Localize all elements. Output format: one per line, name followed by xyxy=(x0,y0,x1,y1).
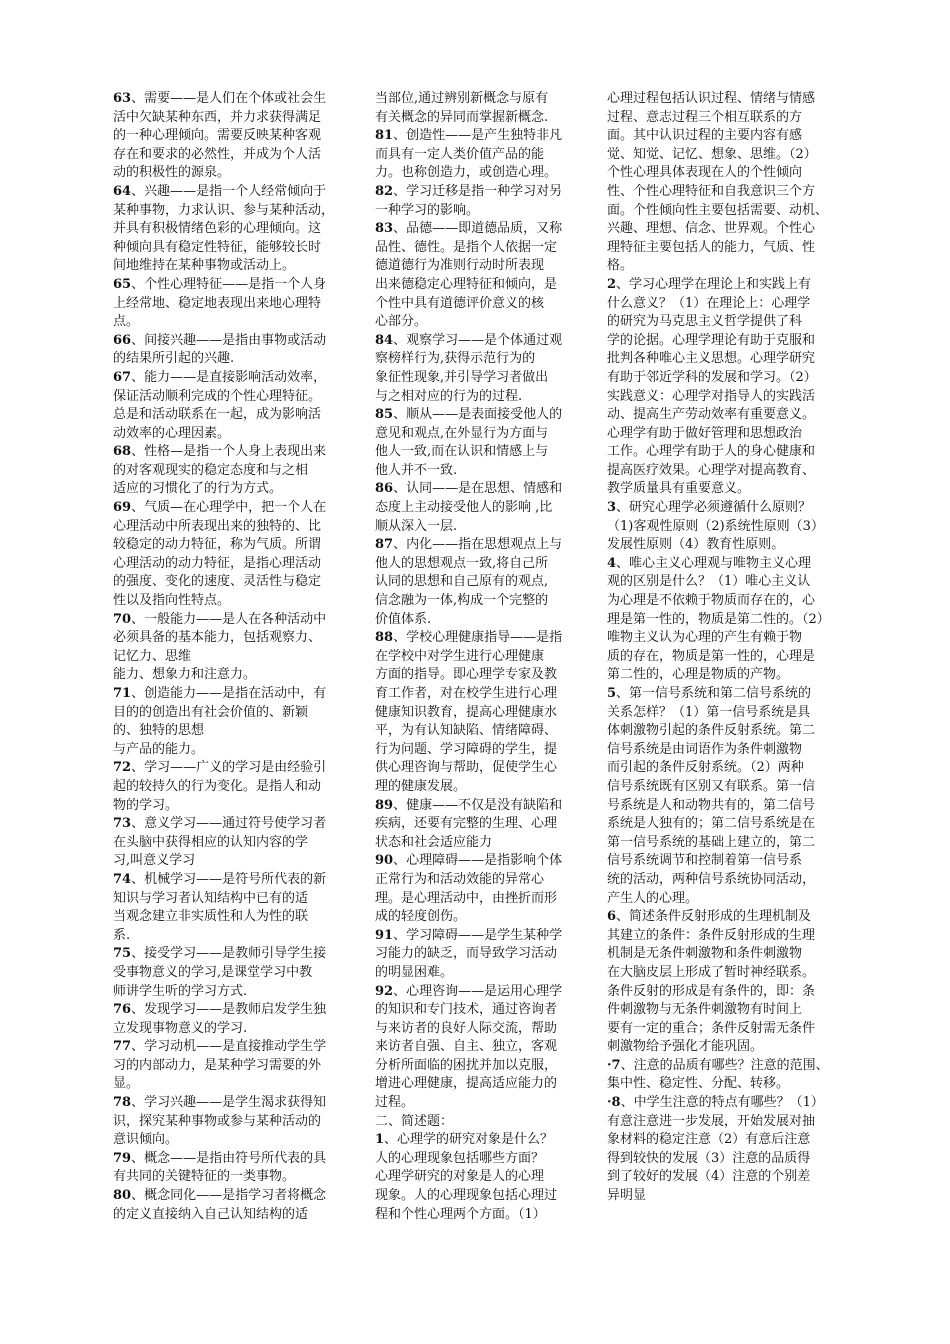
definition-number: 77 xyxy=(113,1039,132,1055)
definition-text: 、健康——不仅是没有缺陷和 疾病，还要有完整的生理、心理 状态和社会适应能力 xyxy=(375,797,563,850)
definition-text: 、创造性——是产生独特非凡 而具有一定人类价值产品的能 力。也称创造力，或创造心理。 xyxy=(375,128,563,181)
definition-item xyxy=(375,536,581,629)
definition-item xyxy=(113,499,345,611)
definition-text: 、接受学习——是教师引导学生接 受事物意义的学习,是课堂学习中教 师讲学生听的学习方式. xyxy=(113,946,327,999)
definition-item xyxy=(375,127,581,183)
definition-text: 、发现学习——是教师启发学生独 立发现事物意义的学习. xyxy=(113,1002,327,1036)
definition-item xyxy=(113,945,345,1001)
definition-item xyxy=(113,276,345,332)
definition-number: 86 xyxy=(375,481,394,497)
definition-item xyxy=(375,927,581,983)
definition-number: 69 xyxy=(113,500,132,516)
question-number: 3 xyxy=(607,500,617,516)
definition-number: 89 xyxy=(375,797,394,813)
definition-text: 、意义学习——通过符号使学习者 在头脑中获得相应的认知内容的学 习,叫意义学习 xyxy=(113,816,327,869)
definition-item xyxy=(375,332,581,406)
definition-number: 66 xyxy=(113,332,132,348)
definition-number: 67 xyxy=(113,369,132,385)
question-text: 、中学生注意的特点有哪些？（1） 有意注意进一步发展，开始发展对抽 象材料的稳定注意（2）有意后注意 得到较快的发展（3）注意的品质得 到了较好的发展（4）注意的个别差 异明显 xyxy=(607,1095,824,1204)
question-text: 、心理学的研究对象是什么？ 人的心理现象包括哪些方面？ 心理学研究的对象是人的心理 现象。人的心理现象包括心理过 程和个性心理两个方面。（1） xyxy=(375,1132,558,1222)
definition-item xyxy=(113,332,345,369)
definition-text: 、学习动机——是直接推动学生学 习的内部动力，是某种学习需要的外 显。 xyxy=(113,1039,327,1092)
definition-text: 、创造能力——是指在活动中，有 目的的创造出有社会价值的、新颖 的、独特的思想 与产品的能力。 xyxy=(113,686,327,757)
definition-item xyxy=(113,611,345,685)
definition-text: 、机械学习——是符号所代表的新 知识与学习者认知结构中已有的适 当观念建立非实质性和人为性的联 系. xyxy=(113,871,327,943)
definition-number: 78 xyxy=(113,1095,132,1111)
question-text: 、研究心理学必须遵循什么原则？ （1)客观性原则（2)系统性原则（3） 发展性原则（4）教育性原则。 xyxy=(607,500,824,553)
question-item xyxy=(607,685,839,908)
definition-number: 80 xyxy=(113,1188,132,1204)
definition-number: 73 xyxy=(113,816,132,832)
question-item xyxy=(607,499,839,555)
definition-item xyxy=(113,1001,345,1038)
definition-text: 、顺从——是表面接受他人的 意见和观点,在外显行为方面与 他人一致,而在认识和情感上与 他人并不一致. xyxy=(375,407,563,478)
definition-text: 、学习障碍——是学生某种学 习能力的缺乏，而导致学习活动 的明显困难。 xyxy=(375,927,563,980)
question-item xyxy=(607,276,839,499)
definition-number: 65 xyxy=(113,276,132,292)
definition-item xyxy=(113,1038,345,1094)
question-number: 1 xyxy=(375,1132,385,1148)
section-heading: 二、简述题： xyxy=(375,1113,454,1129)
definition-text: 、学习迁移是指一种学习对另 一种学习的影响。 xyxy=(375,183,563,218)
definition-text: 、认同——是在思想、情感和 态度上主动接受他人的影响 ,比 顺从深入一层. xyxy=(375,481,563,534)
definition-text: 、一般能力——是人在各种活动中 必须具备的基本能力，包括观察力、 记忆力、思维 能力、想象力和注意力。 xyxy=(113,611,327,683)
definition-number: 84 xyxy=(375,332,394,348)
definition-text: 、心理障碍——是指影响个体 正常行为和活动效能的异常心 理。是心理活动中，由挫折而形 成的轻度创伤。 xyxy=(375,853,563,925)
definition-number: 75 xyxy=(113,946,132,962)
definition-text: 、能力——是直接影响活动效率， 保证活动顺利完成的个性心理特征。 总是和活动联系在一起，成为影响活 动效率的心理因素。 xyxy=(113,369,327,441)
question-item xyxy=(607,555,839,685)
definition-number: 85 xyxy=(375,407,394,423)
definition-number: 68 xyxy=(113,444,132,460)
definition-item xyxy=(375,220,581,332)
definition-text: 、概念同化——是指学习者将概念 的定义直接纳入自己认知结构的适 xyxy=(113,1188,327,1222)
definition-text: 、品德——即道德品质，又称 品性、德性。是指个人依据一定 德道德行为准则行动时所表现 出来德稳定心理特征和倾向，是 个性中具有道德评价意义的核 心部分。 xyxy=(375,221,563,330)
definition-item xyxy=(113,685,345,759)
definition-number: 83 xyxy=(375,221,394,237)
definition-number: 71 xyxy=(113,686,132,701)
question-text: 、学习心理学在理论上和实践上有 什么意义？（1）在理论上：心理学 的研究为马克思主义哲学提供了科 学的论据。心理学理论有助于克服和 批判各种唯心主义思想。心理学研究 有助于邻近学科的发展和学习。（2） 实践意义：心理学对指导人的实践活 动、提高生产劳动效率有重要意义。 心理学有助于做好管理和思想政治 工作。心理学有助于人的身心健康和 提高医疗效果。心理学对提高教育、 教学质量具有重要意义。 xyxy=(607,276,817,497)
definition-item xyxy=(375,797,581,853)
definition-item xyxy=(113,759,345,815)
definition-number: 63 xyxy=(113,91,132,106)
question-number: 4 xyxy=(607,555,617,571)
definition-item xyxy=(375,852,581,926)
definition-text: 、兴趣——是指一个人经常倾向于 某种事物，力求认识、参与某种活动， 并具有积极情绪色彩的心理倾向。这 种倾向具有稳定性特征，能够较长时 间地维持在某种事物或活动上。 xyxy=(113,183,335,274)
definition-text: 、学校心理健康指导——是指 在学校中对学生进行心理健康 方面的指导。即心理学专家及教 育工作者，对在校学生进行心理 健康知识教育，提高心理健康水 平，为有认知缺陷、情绪障碍、 行为问题、学习障碍的学生，提 供心理咨询与帮助，促使学生心 理的健康发展。 xyxy=(375,630,563,794)
left-column xyxy=(113,90,345,1224)
definition-number: 82 xyxy=(375,183,394,199)
definition-number: 76 xyxy=(113,1002,132,1018)
definition-text: 、间接兴趣——是指由事物或活动 的结果所引起的兴趣. xyxy=(113,332,327,367)
definition-text: 、概念——是指由符号所代表的具 有共同的关键特征的一类事物。 xyxy=(113,1150,327,1185)
definition-text: 、需要——是人们在个体或社会生 活中欠缺某种东西，并力求获得满足 的一种心理倾向。需要反映某种客观 存在和要求的必然性，并成为个人活 动的积极性的源泉。 xyxy=(113,91,327,181)
definition-item xyxy=(113,1187,345,1224)
definition-item xyxy=(375,183,581,220)
definition-number: 87 xyxy=(375,537,394,553)
definition-text: 、学习——广义的学习是由经验引 起的较持久的行为变化。是指人和动 物的学习。 xyxy=(113,760,327,813)
definition-item xyxy=(113,90,345,183)
definition-number: 70 xyxy=(113,611,132,627)
definition-list xyxy=(375,127,581,1112)
definition-number: 74 xyxy=(113,871,132,887)
definition-item xyxy=(375,406,581,480)
definition-text: 、气质—在心理学中，把一个人在 心理活动中所表现出来的独特的、比 较稳定的动力特征，称为气质。所谓 心理活动的动力特征，是指心理活动 的强度、变化的速度、灵活性与稳定 性以及指向性特点。 xyxy=(113,500,327,609)
definition-number: 88 xyxy=(375,630,394,646)
definition-item xyxy=(375,629,581,796)
definition-number: 91 xyxy=(375,927,394,943)
question-number: 6 xyxy=(607,909,617,925)
definition-item xyxy=(375,480,581,536)
question-number: 5 xyxy=(607,686,617,701)
question-text: 、注意的品质有哪些？注意的范围、 集中性、稳定性、分配、转移。 xyxy=(607,1057,829,1092)
question-text: 、唯心主义心理观与唯物主义心理 观的区别是什么？（1）唯心主义认 为心理是不依赖于物质而存在的，心 理是第一性的，物质是第二性的。（2） 唯物主义认为心理的产生有赖于物 质的存在，物质是第一性的，心理是 第二性的，心理是物质的产物。 xyxy=(607,555,830,683)
definition-item xyxy=(375,983,581,1113)
definition-number: 81 xyxy=(375,128,394,144)
continued-paragraph: 心理过程包括认识过程、情绪与情感 过程、意志过程三个相互联系的方 面。其中认识过程的主要内容有感 觉、知觉、记忆、想象、思维。（2） 个性心理具体表现在人的个性倾向 性、个性心理特征和自我意识三个方 面。个性倾向性主要包括需要、动机、 兴趣、理想、信念、世界观。个性心 理特征主要包括人的能力，气质、性 格。 xyxy=(607,91,829,274)
definition-text: 、心理咨询——是运用心理学 的知识和专门技术，通过咨询者 与来访者的良好人际交流，帮助 来访者自强、自主、独立，客观 分析所面临的困扰并加以克服， 增进心理健康，提高适应能力的 过程。 xyxy=(375,983,563,1111)
question-item xyxy=(607,1057,839,1094)
definition-number: 64 xyxy=(113,183,132,199)
right-column xyxy=(607,90,839,1206)
question-list xyxy=(607,276,839,1206)
question-text: 、简述条件反射形成的生理机制及 其建立的条件：条件反射形成的生理 机制是无条件刺激物和条件刺激物 在大脑皮层上形成了暂时神经联系。 条件反射的形成是有条件的，即：条 件刺激物与无条件刺激物有时间上 要有一定的重合；条件反射需无条件 刺激物给予强化才能巩固。 xyxy=(607,909,816,1055)
definition-text: 、观察学习——是个体通过观 察榜样行为,获得示范行为的 象征性现象,并引导学习者做出 与之相对应的行为的过程. xyxy=(375,332,563,404)
question-number: ·7 xyxy=(607,1057,621,1073)
definition-number: 92 xyxy=(375,983,394,999)
question-item xyxy=(607,1094,839,1206)
definition-text: 、性格—是指一个人身上表现出来 的对客观现实的稳定态度和与之相 适应的习惯化了的行为方式。 xyxy=(113,444,327,497)
middle-column xyxy=(375,90,581,1224)
definition-item xyxy=(113,443,345,499)
question-number: ·8 xyxy=(607,1095,621,1111)
definition-text: 、内化——指在思想观点上与 他人的思想观点一致,将自己所 认同的思想和自己原有的观点, 信念融为一体,构成一个完整的 价值体系. xyxy=(375,537,563,627)
question-item xyxy=(375,1131,581,1224)
definition-number: 72 xyxy=(113,760,132,776)
definition-number: 90 xyxy=(375,853,394,869)
question-number: 2 xyxy=(607,276,617,292)
definition-number: 79 xyxy=(113,1150,132,1166)
definition-item xyxy=(113,183,345,276)
definition-item xyxy=(113,369,345,443)
definition-text: 、个性心理特征——是指一个人身 上经常地、稳定地表现出来地心理特 点。 xyxy=(113,276,327,330)
definition-text: 、学习兴趣——是学生渴求获得知 识，探究某种事物或参与某种活动的 意识倾向。 xyxy=(113,1095,327,1148)
continued-paragraph: 当部位,通过辨别新概念与原有 有关概念的异同而掌握新概念. xyxy=(375,91,549,125)
question-item xyxy=(607,908,839,1057)
question-text: 、第一信号系统和第二信号系统的 关系怎样？（1）第一信号系统是具 体刺激物引起的条件反射系统。第二 信号系统是由词语作为条件刺激物 而引起的条件反射系统。（2）两种 信号系统既有区别又有联系。第一信 号系统是人和动物共有的，第二信号 系统是人独有的；第二信号系统是在 第一信号系统的基础上建立的，第二 信号系统调节和控制着第一信号系 统的活动，两种信号系统协同活动， 产生人的心理。 xyxy=(607,686,816,906)
definition-item xyxy=(113,1150,345,1187)
definition-item xyxy=(113,1094,345,1150)
definition-item xyxy=(113,815,345,871)
definition-item xyxy=(113,871,345,945)
